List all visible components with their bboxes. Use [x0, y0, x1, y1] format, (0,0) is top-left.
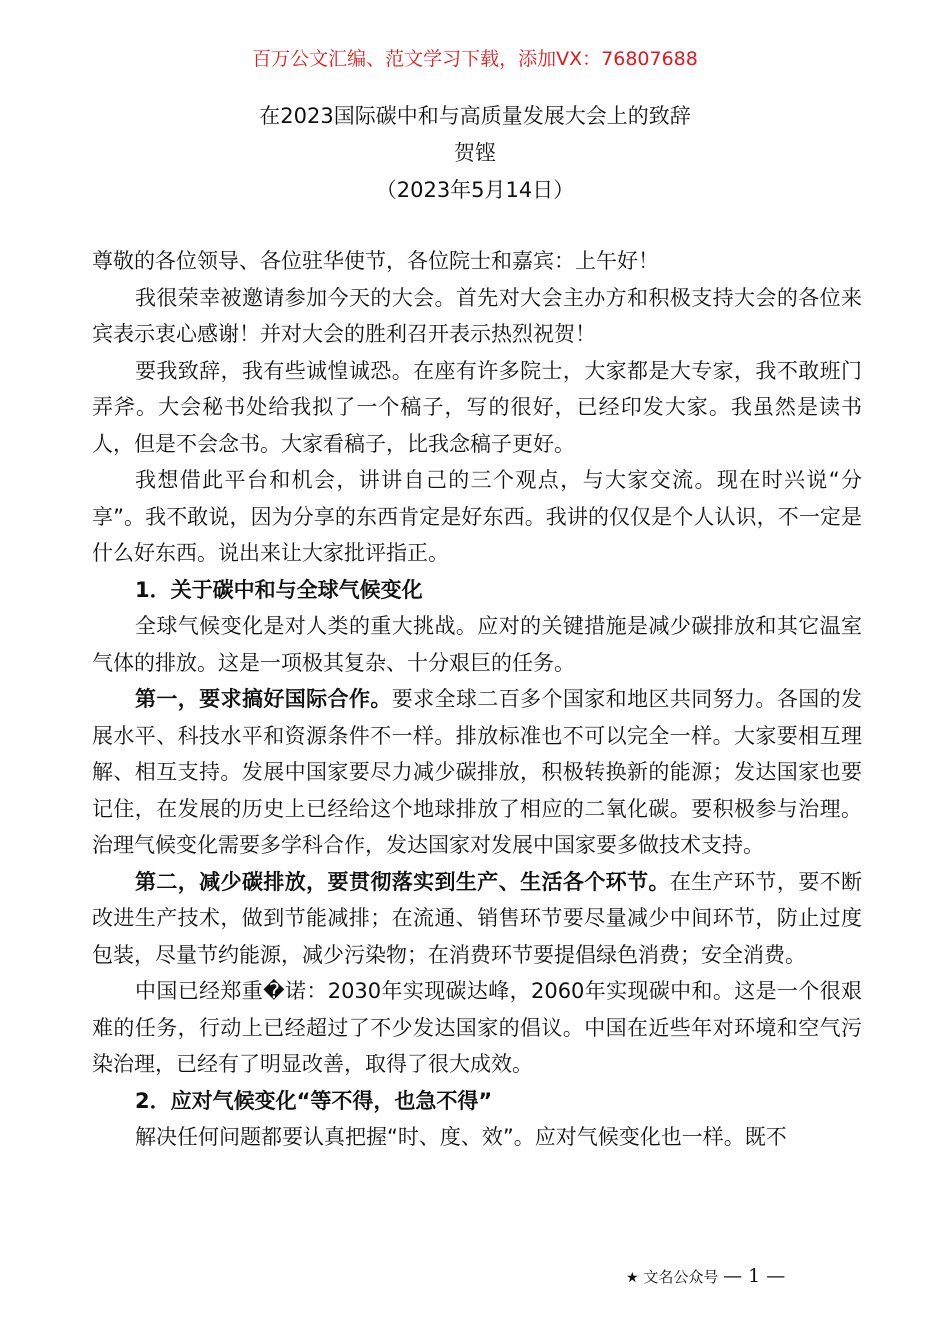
title-block — [0, 98, 950, 209]
author-name: 贺铿 — [454, 141, 496, 165]
section-heading: 1．关于碳中和与全球气候变化 — [135, 577, 423, 602]
document-title: 在2023国际碳中和与高质量发展大会上的致辞 — [259, 104, 691, 128]
paragraph-text: 在生产环节，要不断改进生产技术，做到节能减排；在流通、销售环节要尽量减少中间环节，防止过度包装，尽量节约能源，减少污染物；在消费环节要提倡绿色消费；安全消费。 — [92, 869, 863, 967]
page-footer — [626, 1264, 846, 1290]
salutation: 尊敬的各位领导、各位驻华使节，各位院士和嘉宾：上午好！ — [92, 249, 659, 273]
footer-label: 文名公众号 — [643, 1268, 719, 1286]
paragraph: 我很荣幸被邀请参加今天的大会。首先对大会主办方和积极支持大会的各位来宾表示衷心感谢！并对大会的胜利召开表示热烈祝贺！ — [92, 285, 862, 346]
paragraph-lead: 第二，减少碳排放，要贯彻落实到生产、生活各个环节。 — [135, 869, 670, 894]
paragraph — [92, 681, 862, 864]
paragraph: 要我致辞，我有些诚惶诚恐。在座有许多院士，大家都是大专家，我不敢班门弄斧。大会秘书处给我拟了一个稿子，写的很好，已经印发大家。我虽然是读书人，但是不会念书。大家看稿子，比我念稿子更好。 — [92, 358, 862, 456]
section-heading: 2．应对气候变化“等不得，也急不得” — [135, 1088, 493, 1113]
paragraph: 全球气候变化是对人类的重大挑战。应对的关键措施是减少碳排放和其它温室气体的排放。这是一项极其复杂、十分艰巨的任务。 — [92, 614, 862, 675]
document-body — [92, 243, 862, 1156]
paragraph: 解决任何问题都要认真把握“时、度、效”。应对气候变化也一样。既不 — [135, 1125, 787, 1149]
paragraph: 我想借此平台和机会，讲讲自己的三个观点，与大家交流。现在时兴说“分享”。我不敢说，因为分享的东西肯定是好东西。我讲的仅仅是个人认识，不一定是什么好东西。说出来让大家批评指正。 — [92, 468, 862, 565]
watermark-banner: 百万公文汇编、范文学习下载，添加VX：76807688 — [252, 48, 698, 70]
paragraph-lead: 第一，要求搞好国际合作。 — [135, 687, 392, 711]
page-number: — 1 — — [723, 1265, 786, 1287]
star-icon: ★ — [626, 1270, 639, 1286]
paragraph — [92, 864, 862, 974]
document-date: （2023年5月14日） — [375, 178, 575, 202]
paragraph-text: 要求全球二百多个国家和地区共同努力。各国的发展水平、科技水平和资源条件不一样。排放标准也不可以完全一样。大家要相互理解、相互支持。发展中国家要尽力减少碳排放，积极转换新的能源；发达国家也要记住，在发展的历史上已经给这个地球排放了相应的二氧化碳。要积极参与治理。治理气候变化需要多学科合作，发达国家对发展中国家要多做技术支持。 — [92, 687, 863, 857]
paragraph: 中国已经郑重�诺：2030年实现碳达峰，2060年实现碳中和。这是一个很艰难的任务，行动上已经超过了不少发达国家的倡议。中国在近些年对环境和空气污染治理，已经有了明显改善，取得了很大成效。 — [92, 979, 862, 1076]
